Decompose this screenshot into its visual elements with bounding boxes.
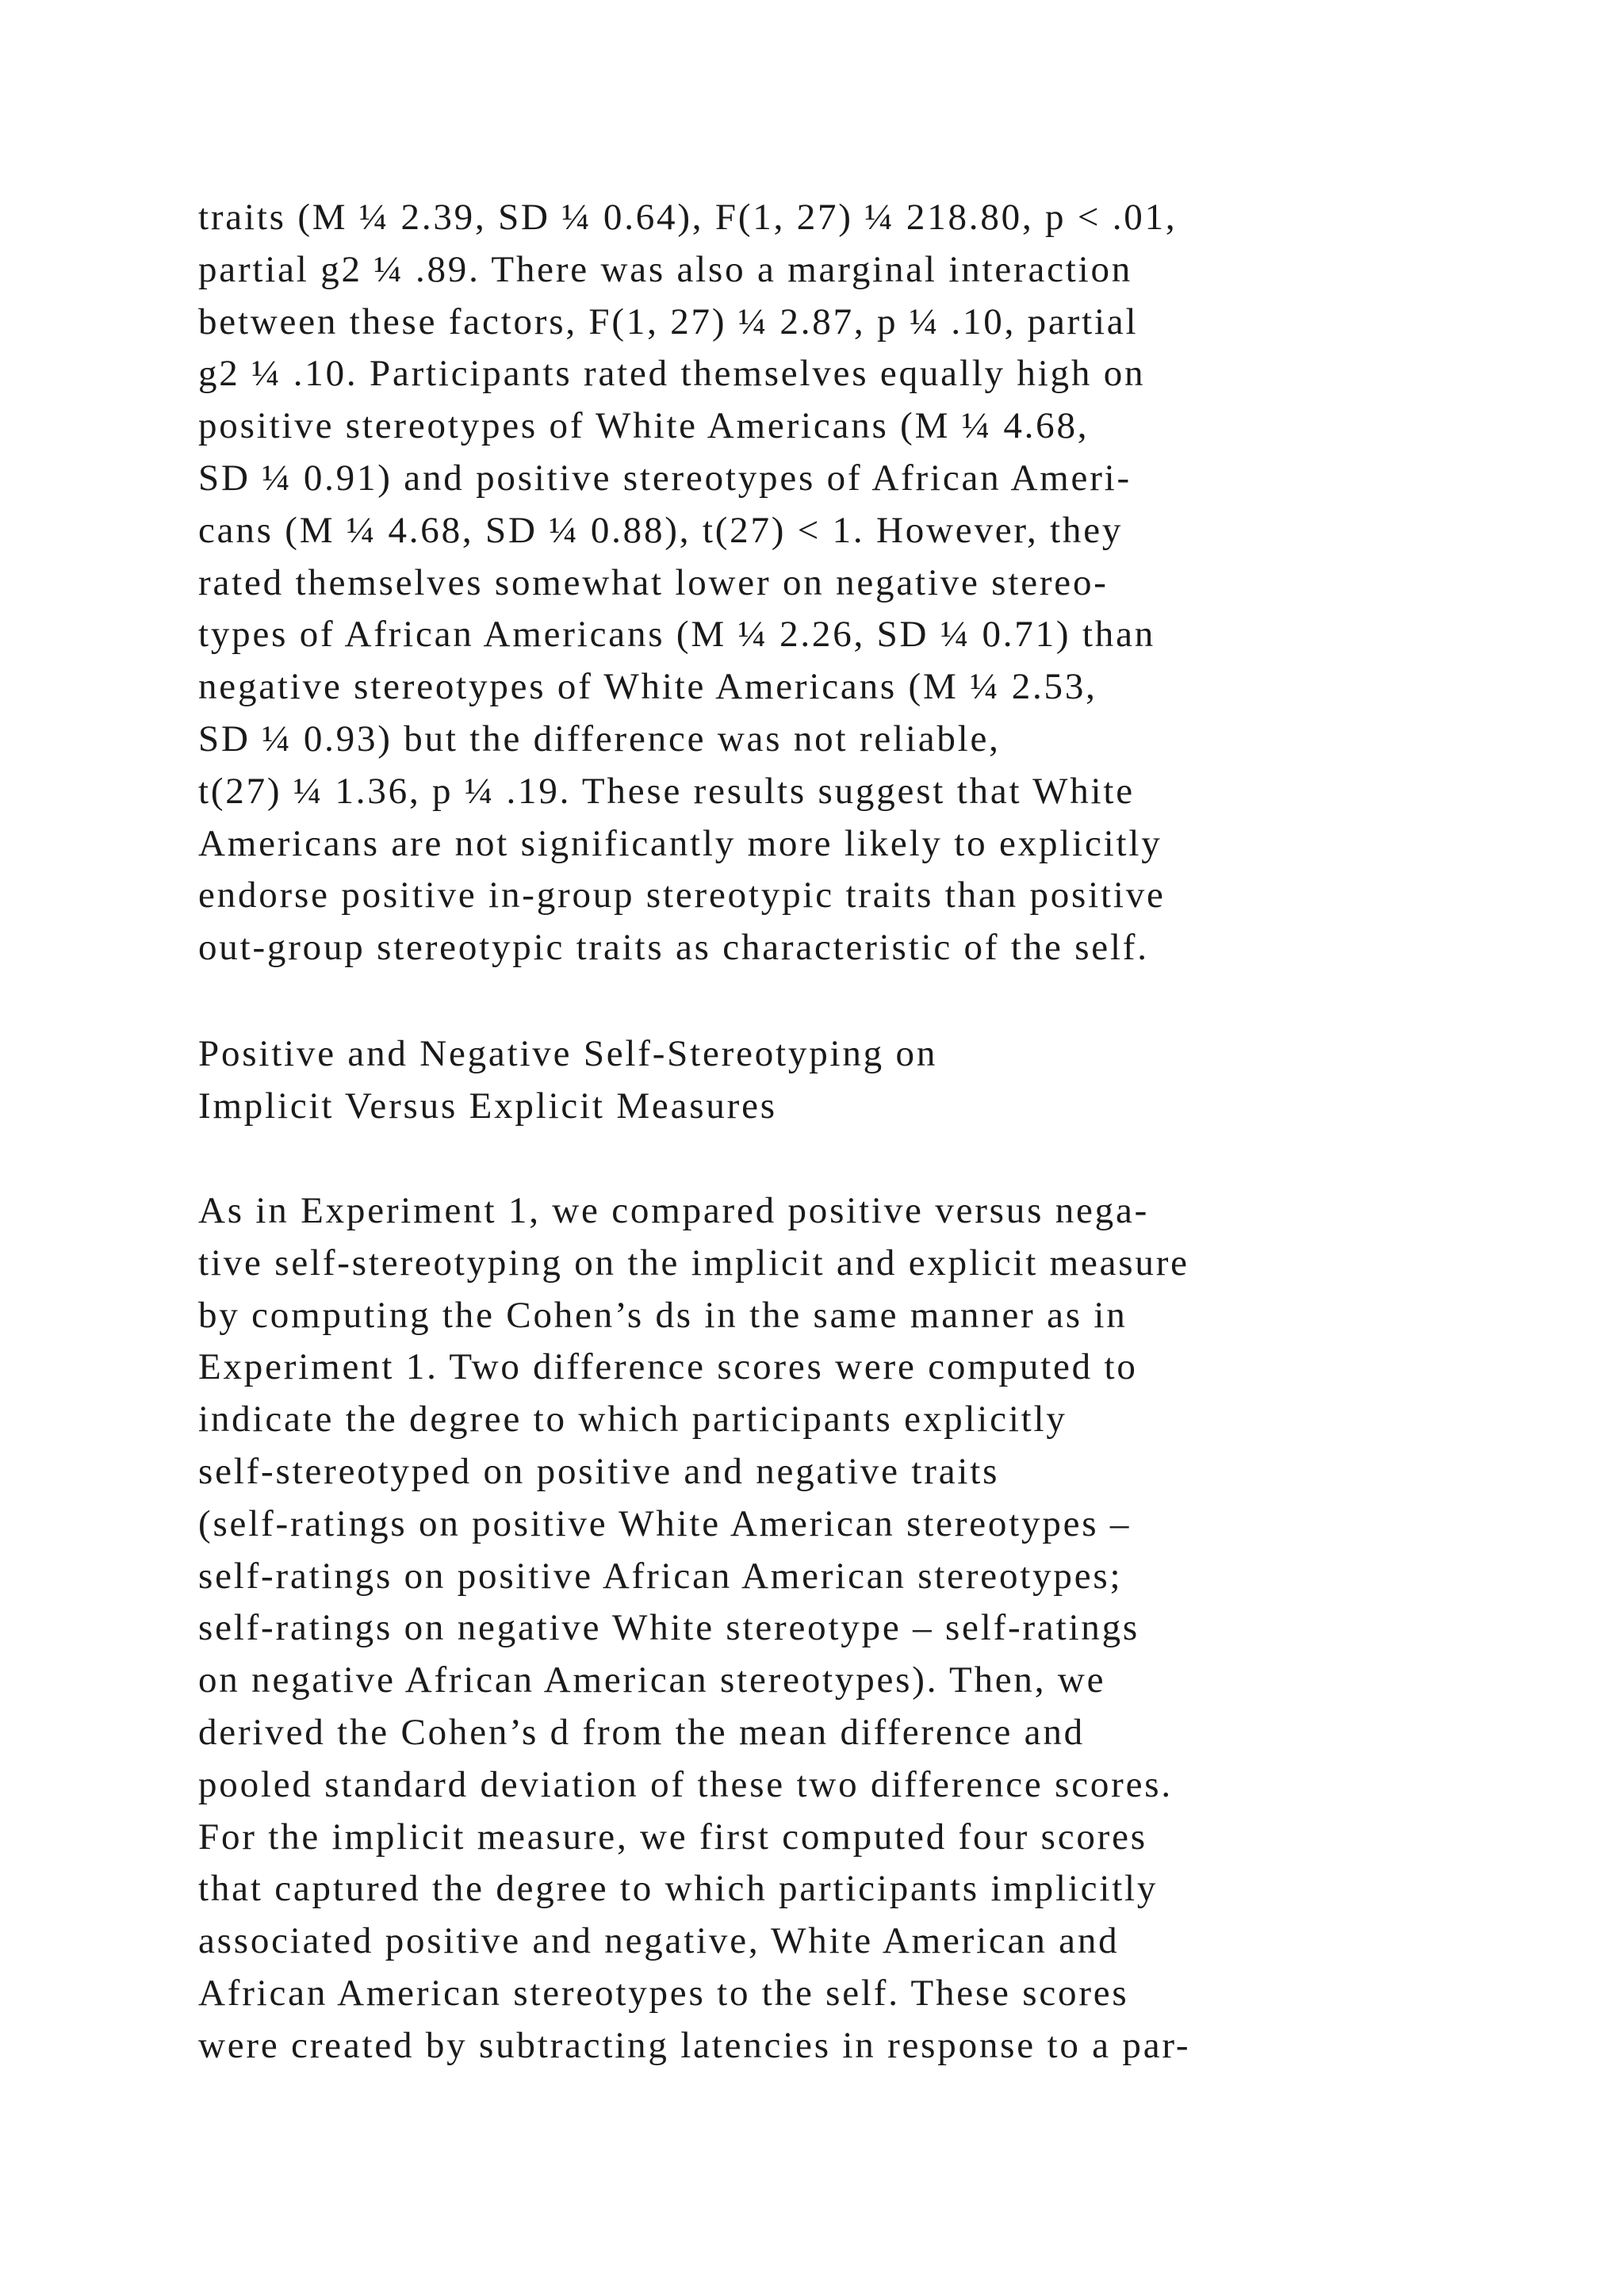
text-line: As in Experiment 1, we compared positive versus nega- — [198, 1190, 1150, 1231]
heading-line: Positive and Negative Self-Stereotyping on — [198, 1033, 938, 1074]
text-line: positive stereotypes of White Americans (M ¼ 4.68, — [198, 405, 1090, 447]
results-paragraph — [198, 192, 1594, 974]
method-paragraph — [198, 1185, 1594, 2072]
text-line: partial g2 ¼ .89. There was also a marginal interaction — [198, 248, 1133, 290]
text-line: SD ¼ 0.91) and positive stereotypes of African Ameri- — [198, 457, 1132, 499]
text-line: African American stereotypes to the self. These scores — [198, 1972, 1129, 2014]
text-line: Experiment 1. Two difference scores were computed to — [198, 1346, 1138, 1388]
text-line: by computing the Cohen’s ds in the same manner as in — [198, 1294, 1128, 1336]
text-line: rated themselves somewhat lower on negative stereo- — [198, 561, 1109, 603]
text-line: self-ratings on negative White stereotype – self-ratings — [198, 1607, 1139, 1649]
text-line: associated positive and negative, White American and — [198, 1920, 1120, 1962]
text-line: that captured the degree to which participants implicitly — [198, 1868, 1159, 1910]
text-line: were created by subtracting latencies in response to a par- — [198, 2024, 1191, 2066]
text-line: indicate the degree to which participants explicitly — [198, 1399, 1067, 1441]
text-line: cans (M ¼ 4.68, SD ¼ 0.88), t(27) < 1. However, they — [198, 509, 1124, 551]
text-line: out-group stereotypic traits as characteristic of the self. — [198, 927, 1149, 969]
text-line: between these factors, F(1, 27) ¼ 2.87, p ¼ .10, partial — [198, 300, 1139, 342]
text-line: on negative African American stereotypes). Then, we — [198, 1659, 1106, 1701]
text-line: self-stereotyped on positive and negative traits — [198, 1450, 1000, 1492]
text-line: endorse positive in-group stereotypic traits than positive — [198, 874, 1166, 916]
text-line: pooled standard deviation of these two difference scores. — [198, 1763, 1173, 1805]
heading-line: Implicit Versus Explicit Measures — [198, 1085, 777, 1127]
text-line: types of African Americans (M ¼ 2.26, SD ¼ 0.71) than — [198, 614, 1156, 656]
text-line: derived the Cohen’s d from the mean difference and — [198, 1711, 1085, 1753]
text-line: negative stereotypes of White Americans (M ¼ 2.53, — [198, 666, 1097, 708]
text-line: tive self-stereotyping on the implicit and explicit measure — [198, 1242, 1189, 1284]
text-line: self-ratings on positive African American stereotypes; — [198, 1555, 1123, 1597]
text-line: t(27) ¼ 1.36, p ¼ .19. These results suggest that White — [198, 770, 1135, 812]
text-line: g2 ¼ .10. Participants rated themselves equally high on — [198, 353, 1146, 395]
text-line: For the implicit measure, we first computed four scores — [198, 1816, 1147, 1858]
text-line: (self-ratings on positive White American stereotypes – — [198, 1502, 1132, 1544]
text-line: traits (M ¼ 2.39, SD ¼ 0.64), F(1, 27) ¼ 218.80, p < .01, — [198, 197, 1178, 238]
section-heading — [198, 1028, 1594, 1133]
text-line: SD ¼ 0.93) but the difference was not reliable, — [198, 718, 1001, 760]
text-line: Americans are not significantly more likely to explicitly — [198, 822, 1162, 864]
